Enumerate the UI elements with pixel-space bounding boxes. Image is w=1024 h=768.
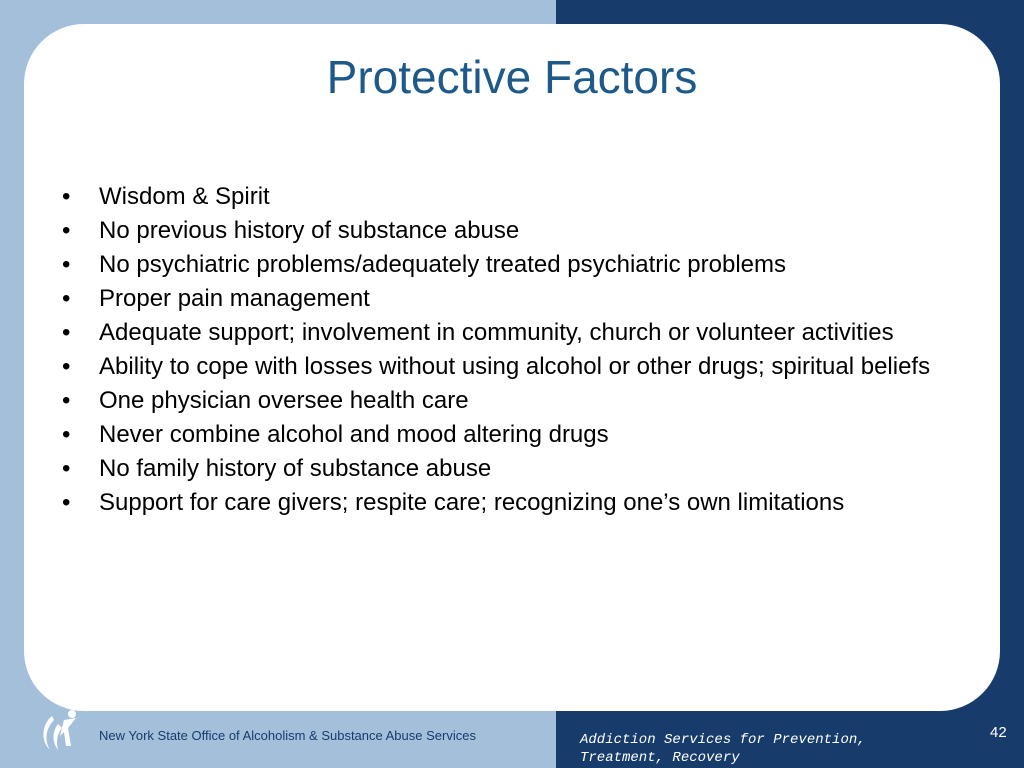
bullet-glyph: • — [62, 455, 71, 482]
bullet-glyph: • — [62, 421, 71, 448]
footer-tagline-line: Addiction Services for Prevention, — [580, 732, 866, 748]
bullet-text: No family history of substance abuse — [99, 455, 492, 482]
bullet-item — [62, 284, 942, 313]
page-number: 42 — [990, 724, 1007, 741]
bullet-item — [62, 420, 942, 449]
bullet-item — [62, 250, 942, 279]
bullet-text: Proper pain management — [99, 285, 370, 312]
bullet-item — [62, 318, 942, 347]
bullet-item — [62, 454, 942, 483]
bullet-glyph: • — [62, 353, 71, 380]
bullet-glyph: • — [62, 217, 71, 244]
bullet-glyph: • — [62, 319, 71, 346]
bullet-text: Ability to cope with losses without using alcohol or other drugs; spiritual beliefs — [99, 353, 931, 380]
bullet-text: Adequate support; involvement in community, church or volunteer activities — [99, 319, 894, 346]
footer-tagline — [580, 731, 960, 767]
bullet-item — [62, 488, 942, 517]
bullet-glyph: • — [62, 285, 71, 312]
bullet-glyph: • — [62, 387, 71, 414]
bullet-text: One physician oversee health care — [99, 387, 469, 414]
bullet-glyph: • — [62, 183, 71, 210]
footer-organization-name: New York State Office of Alcoholism & Substance Abuse Services — [99, 728, 476, 743]
bullet-text: No psychiatric problems/adequately treated psychiatric problems — [99, 251, 786, 278]
bullet-glyph: • — [62, 251, 71, 278]
bullet-text: No previous history of substance abuse — [99, 217, 520, 244]
bullet-list — [62, 182, 942, 522]
bullet-text: Support for care givers; respite care; recognizing one’s own limitations — [99, 489, 845, 516]
bullet-glyph: • — [62, 489, 71, 516]
bullet-item — [62, 182, 942, 211]
footer-tagline-line: Treatment, Recovery — [580, 750, 740, 766]
bullet-item — [62, 216, 942, 245]
slide-title: Protective Factors — [326, 51, 698, 103]
oasas-figure-logo-icon — [38, 706, 84, 756]
bullet-item — [62, 386, 942, 415]
bullet-item — [62, 352, 942, 381]
bullet-text: Wisdom & Spirit — [99, 183, 270, 210]
bullet-text: Never combine alcohol and mood altering drugs — [99, 421, 609, 448]
